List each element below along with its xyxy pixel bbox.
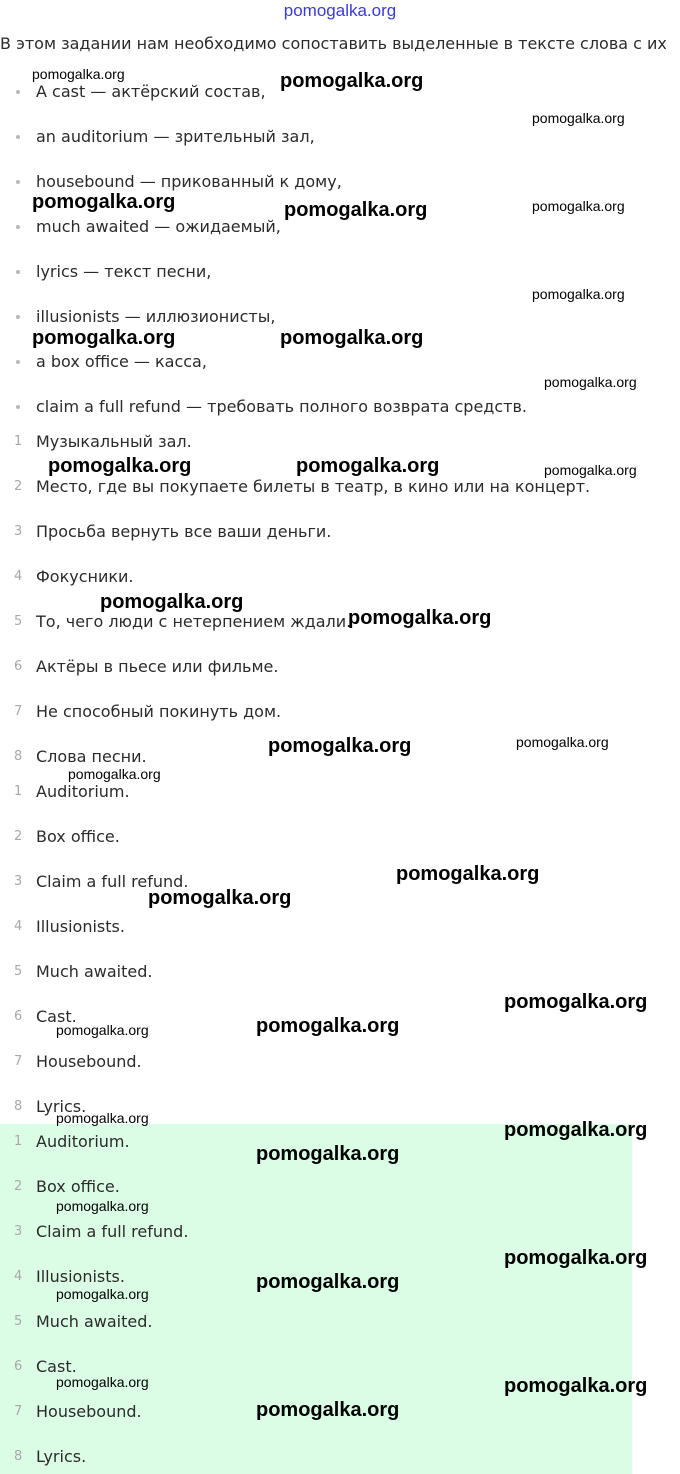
bullet-icon <box>16 270 20 274</box>
bullet-icon <box>16 180 20 184</box>
answer-item: 7 Housebound. <box>14 1052 142 1071</box>
answer-item: 3 Claim a full refund. <box>14 872 189 891</box>
watermark: pomogalka.org <box>148 887 292 909</box>
definition-item: 4 Фокусники. <box>14 567 134 586</box>
vocab-item: lyrics — текст песни, <box>0 260 640 284</box>
watermark: pomogalka.org <box>32 327 176 349</box>
answer-item: 5 Much awaited. <box>14 962 153 981</box>
watermark: pomogalka.org <box>68 766 161 782</box>
vocab-item: claim a full refund — требовать полного возврата средств. <box>0 395 640 419</box>
watermark: pomogalka.org <box>504 1375 648 1397</box>
watermark: pomogalka.org <box>396 863 540 885</box>
definition-item: 5 То, чего люди с нетерпением ждали. <box>14 612 352 631</box>
watermark: pomogalka.org <box>32 66 125 82</box>
highlighted-answer-item: 7 Housebound. <box>14 1402 142 1421</box>
watermark: pomogalka.org <box>296 455 440 477</box>
watermark: pomogalka.org <box>32 191 176 213</box>
watermark: pomogalka.org <box>256 1399 400 1421</box>
highlighted-answer-item: 2 Box office. <box>14 1177 120 1196</box>
watermark: pomogalka.org <box>56 1198 149 1214</box>
bullet-icon <box>16 225 20 229</box>
bullet-icon <box>16 315 20 319</box>
vocab-item: A cast — актёрский состав, <box>0 80 640 104</box>
vocab-item: a box office — касса, <box>0 350 640 374</box>
definition-item: 3 Просьба вернуть все ваши деньги. <box>14 522 332 541</box>
header-watermark: pomogalka.org <box>283 1 397 20</box>
watermark: pomogalka.org <box>544 462 637 478</box>
bullet-icon <box>16 90 20 94</box>
watermark: pomogalka.org <box>280 70 424 92</box>
watermark: pomogalka.org <box>284 199 428 221</box>
definition-item: 1 Музыкальный зал. <box>14 432 192 451</box>
bullet-icon <box>16 360 20 364</box>
watermark: pomogalka.org <box>268 735 412 757</box>
highlighted-answer-item: 5 Much awaited. <box>14 1312 153 1331</box>
watermark: pomogalka.org <box>256 1271 400 1293</box>
definition-item: 7 Не способный покинуть дом. <box>14 702 282 721</box>
watermark: pomogalka.org <box>348 607 492 629</box>
watermark: pomogalka.org <box>56 1286 149 1302</box>
watermark: pomogalka.org <box>532 110 625 126</box>
answer-item: 6 Cast. <box>14 1007 77 1026</box>
highlighted-answer-item: 1 Auditorium. <box>14 1132 130 1151</box>
bullet-icon <box>16 405 20 409</box>
highlighted-answer-item: 4 Illusionists. <box>14 1267 125 1286</box>
watermark: pomogalka.org <box>56 1022 149 1038</box>
highlighted-answer-item: 8 Lyrics. <box>14 1447 87 1466</box>
watermark: pomogalka.org <box>280 327 424 349</box>
watermark: pomogalka.org <box>504 1247 648 1269</box>
intro-text: В этом задании нам необходимо сопоставить выделенные в тексте слова с их <box>0 34 667 53</box>
watermark: pomogalka.org <box>504 991 648 1013</box>
watermark: pomogalka.org <box>100 591 244 613</box>
vocab-item: an auditorium — зрительный зал, <box>0 125 640 149</box>
watermark: pomogalka.org <box>56 1374 149 1390</box>
highlighted-answer-item: 6 Cast. <box>14 1357 77 1376</box>
bullet-icon <box>16 135 20 139</box>
definition-item: 6 Актёры в пьесе или фильме. <box>14 657 279 676</box>
definition-item: 8 Слова песни. <box>14 747 147 766</box>
answer-item: 2 Box office. <box>14 827 120 846</box>
definition-item: 2 Место, где вы покупаете билеты в театр, в кино или на концерт. <box>14 477 591 496</box>
watermark: pomogalka.org <box>532 198 625 214</box>
highlighted-answer-item: 3 Claim a full refund. <box>14 1222 189 1241</box>
vocab-item: much awaited — ожидаемый, <box>0 215 640 239</box>
vocab-item: housebound — прикованный к дому, <box>0 170 640 194</box>
answer-item: 8 Lyrics. <box>14 1097 87 1116</box>
watermark: pomogalka.org <box>256 1015 400 1037</box>
watermark: pomogalka.org <box>48 455 192 477</box>
vocab-item: illusionists — иллюзионисты, <box>0 305 640 329</box>
answer-item: 4 Illusionists. <box>14 917 125 936</box>
watermark: pomogalka.org <box>516 734 609 750</box>
watermark: pomogalka.org <box>256 1143 400 1165</box>
watermark: pomogalka.org <box>504 1119 648 1141</box>
answer-item: 1 Auditorium. <box>14 782 130 801</box>
watermark: pomogalka.org <box>56 1110 149 1126</box>
watermark: pomogalka.org <box>532 286 625 302</box>
watermark: pomogalka.org <box>544 374 637 390</box>
